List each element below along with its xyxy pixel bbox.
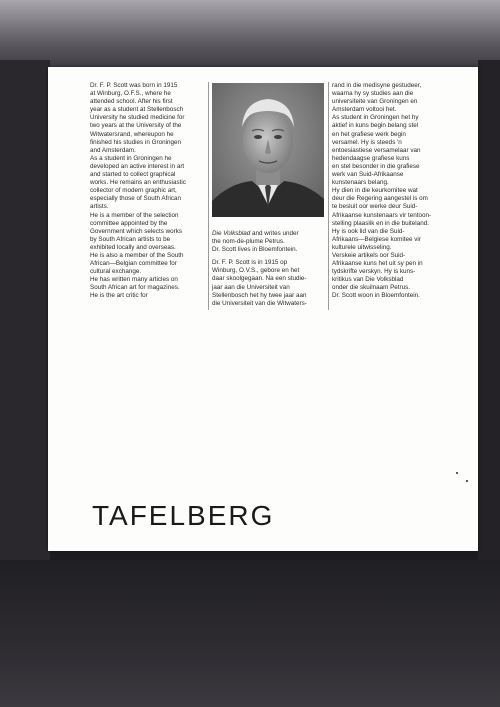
text-line: Witwatersrand, whereupon he [90,130,174,138]
publisher-logo: TAFELBERG [92,500,275,531]
text-line: Hy is ook lid van die Suid- [332,227,405,235]
text-line: artists. [90,203,109,211]
author-portrait [212,83,324,217]
text-line: Stellenbosch het hy twee jaar aan [212,291,307,299]
text-line: en stel besonder in die grafiese [332,162,420,170]
text-line: University he studied medicine for [90,114,185,122]
book-back-cover [48,67,478,551]
text-line: by South African artists to be [90,235,171,243]
text-line: versamel. Hy is steeds 'n [332,138,402,146]
text-line: Dr. F. P. Scott was born in 1915 [90,82,178,89]
text-line: jaar aan die Universiteit van [212,283,290,291]
text-line: especially those of South African [90,195,182,203]
text-line: two years at the University of the [90,122,182,130]
text-line: kulturele uitwisseling. [332,243,392,251]
text-line: Afrikaanse kuns het uit sy pen in [332,260,423,268]
speck [456,472,458,474]
background-top [0,0,500,70]
text-line: daar skoolgegaan. Na een studie- [212,275,307,283]
text-line: onder die skuilnaam Petrus. [332,284,411,292]
text-line: Afrikaanse kunstenaars vir tentoon- [332,211,432,219]
newspaper-name: Die Volksblad [212,230,251,237]
text-line: rand in die medisyne gestudeer, [332,82,422,89]
text-line: collector of modern graphic art, [90,187,177,195]
column-divider [328,82,329,310]
background-left [0,60,50,570]
text-line: werk van Suid-Afrikaanse [332,171,404,179]
text-line: year as a student at Stellenbosch [90,106,184,114]
text-line: He is a member of the selection [90,211,179,219]
text-line: He is also a member of the South [90,251,184,259]
text-line: en het grafiese werk begin [332,130,406,138]
column-divider [208,82,209,310]
text-line: exhibited locally and overseas. [90,243,176,251]
text-line: As student in Groningen het hy [332,114,419,122]
text-line: die Universiteit van die Witwaters- [212,299,307,307]
text-line: African—Belgian committee for [90,260,177,268]
text-line: finished his studies in Groningen [90,138,182,146]
text-line: and started to collect graphical [90,171,176,179]
text-line: Dr. Scott lives in Bloemfontein. [212,246,298,254]
text-line: Verskeie artikels oor Suid- [332,251,406,259]
text-line: Afrikaans—Belgiese komitee vir [332,235,421,243]
text-line: Hy dien in die keurkomitee wat [332,187,418,195]
text-line: As a student in Groningen he [90,154,172,162]
column-middle [212,230,324,308]
text-line: Government which selects works [90,227,183,235]
text-line: and Amsterdam. [90,146,136,154]
text-line: He is the art critic for [90,292,148,300]
text-line: attended school. After his first [90,98,173,106]
speck [466,480,468,482]
text-line: Dr. F. P. Scott is in 1915 op [212,259,288,267]
text-line: committee appointed by the [90,219,168,227]
text-line: He has written many articles on [90,276,178,284]
text-line: te besluit oor werke deur Suid- [332,203,418,211]
text-line: aktief in kuns begin belang stel [332,122,419,130]
text-line: Amsterdam voltooi het. [332,106,397,114]
text-line: deur die Regering aangestel is om [332,195,428,203]
background-right [478,60,500,570]
column-afrikaans [332,82,444,301]
text-line: waarna hy sy studies aan die [332,90,414,98]
caption-line [212,230,324,238]
text-line: kunstenaars belang. [332,179,389,187]
text-line: at Winburg, O.F.S., where he [90,90,171,98]
text-line: hedendaagse grafiese kuns [332,154,410,162]
text-line: the nom-de-plume Petrus. [212,238,285,246]
text-line: works. He remains an enthusiastic [90,179,186,187]
text-line: South African art for magazines. [90,284,180,292]
text-line: tydskrifte verskyn. Hy is kuns- [332,268,416,276]
text-line: developed an active interest in art [90,162,185,170]
text-line: kritikus van Die Volksblad [332,276,404,284]
text-line: cultural exchange. [90,268,142,276]
text-line: stelling plaaslik en in die buiteland. [332,219,429,227]
text-line: Dr. Scott woon in Bloemfontein. [332,292,420,300]
text-line: Winburg, O.V.S., gebore en het [212,267,300,275]
background-bottom [0,560,500,707]
caption-text: and writes under [250,230,299,237]
text-line: universiteite van Groningen en [332,98,418,106]
text-line: entoesiastiese versamelaar van [332,146,421,154]
